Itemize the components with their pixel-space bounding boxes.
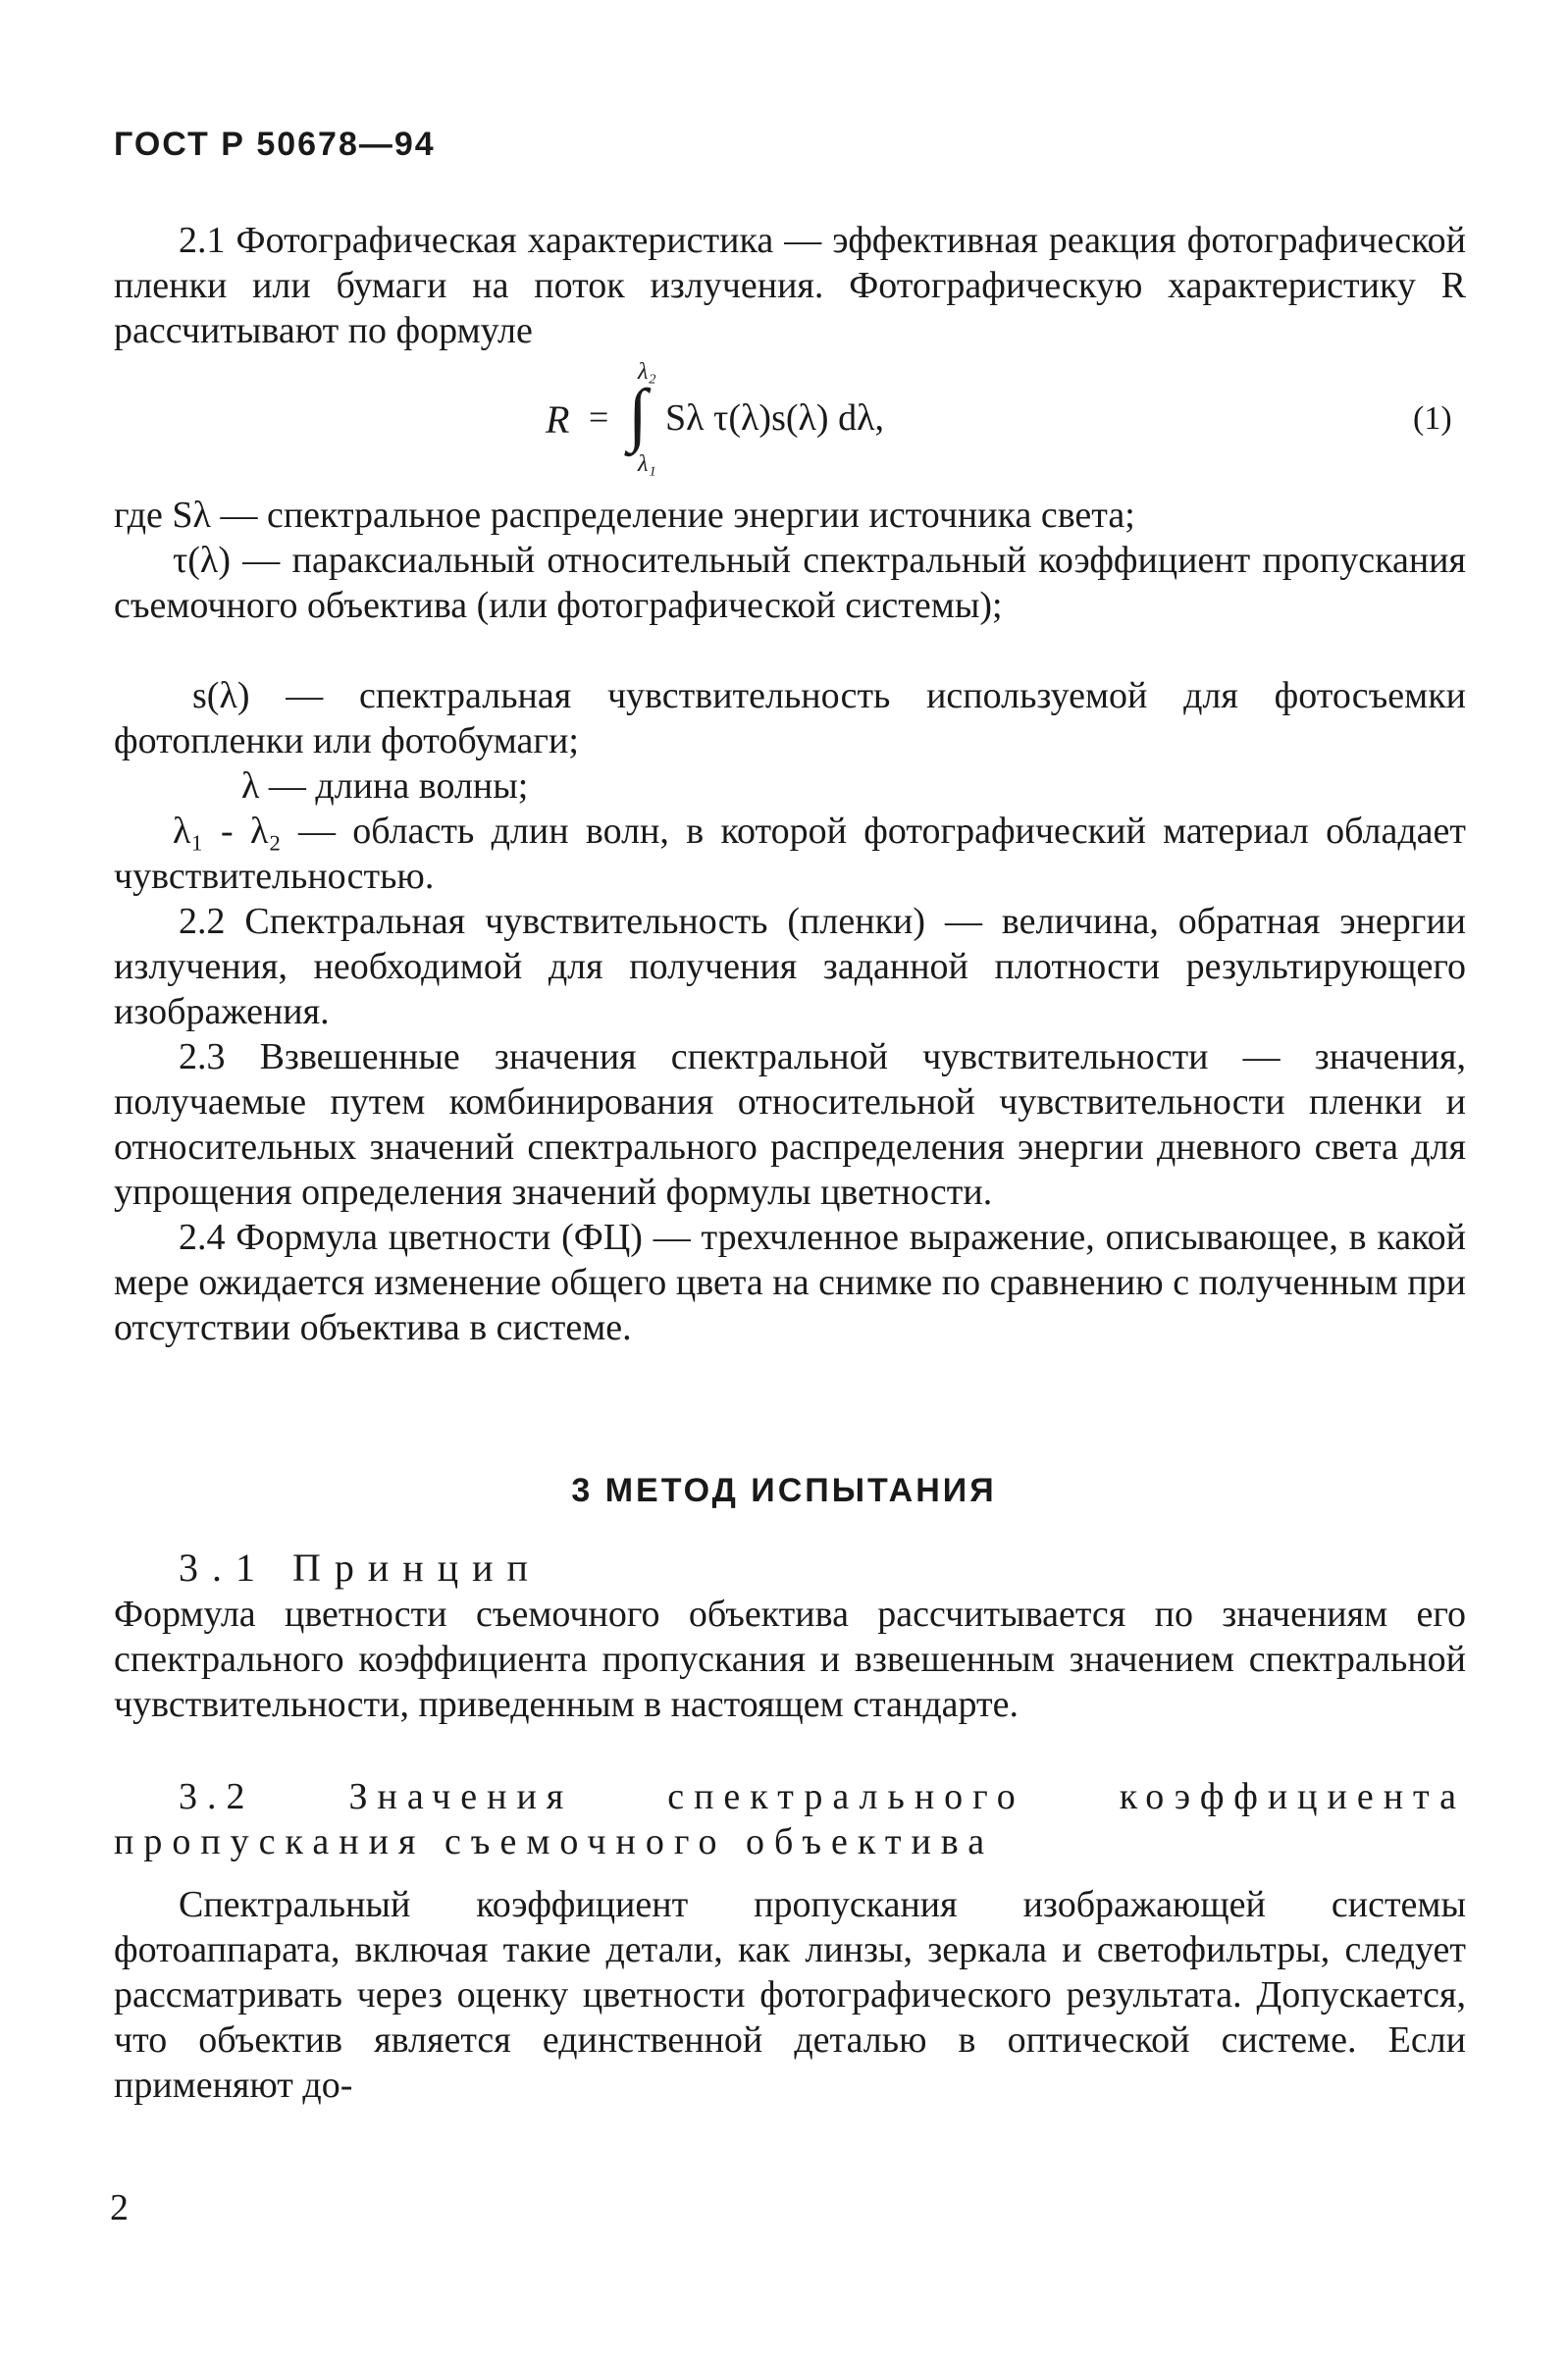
paragraph-2-4: 2.4 Формула цветности (ФЦ) — трехчленное выражение, описывающее, в какой мере ожидается изменение общего цвета на снимке по сравнению с полученным при отсутствии объектива в системе. bbox=[114, 1217, 1466, 1348]
page-number: 2 bbox=[110, 2187, 129, 2228]
subsection-3-1-text: Формула цветности съемочного объектива рассчитывается по значениям его спектрального коэффициента пропускания и взвешенным значением спектральной чувствительности, приведенным в настоящем стандарте. bbox=[114, 1594, 1466, 1725]
definition-lambda-range: λ₁ - λ₂ — область длин волн, в которой фотографический материал обладает чувствительностью. bbox=[114, 811, 1466, 897]
definition-lambda: λ — длина волны; bbox=[241, 765, 529, 807]
paragraph-2-1: 2.1 Фотографическая характеристика — эффективная реакция фотографической пленки или бумаги на поток излучения. Фотографическую характеристику R рассчитывают по формуле bbox=[114, 220, 1466, 351]
definition-s: s(λ) — спектральная чувствительность используемой для фотосъемки фотопленки или фотобумаги; bbox=[114, 675, 1466, 761]
formula-1 bbox=[0, 349, 1568, 477]
integral-upper-limit: λ₂ bbox=[638, 359, 656, 385]
section-3-title: 3 МЕТОД ИСПЫТАНИЯ bbox=[571, 1472, 997, 1509]
integral-lower-limit: λ₁ bbox=[638, 451, 656, 477]
paragraph-2-3: 2.3 Взвешенные значения спектральной чувствительности — значения, получаемые путем комбинирования относительной чувствительности пленки и относительных значений спектрального распределения энергии дневного света для упрощения определения значений формулы цветности. bbox=[114, 1036, 1466, 1213]
formula-lhs: R bbox=[546, 397, 570, 442]
definition-s-lambda: где Sλ — спектральное распределение энергии источника света; bbox=[114, 495, 1135, 536]
subsection-3-2-text: Спектральный коэффициент пропускания изображающей системы фотоаппарата, включая такие детали, как линзы, зеркала и светофильтры, следует рассматривать через оценку цветности фотографического результата. Допускается, что объектив является единственной деталью в оптической системе. Если применяют до- bbox=[114, 1884, 1466, 2106]
subsection-3-2-heading: 3.2 Значения спектрального коэффициента пропускания съемочного объектива bbox=[114, 1776, 1466, 1862]
formula-equals: = bbox=[589, 397, 609, 437]
formula-integrand: Sλ τ(λ)s(λ) dλ, bbox=[665, 397, 885, 439]
document-header: ГОСТ Р 50678—94 bbox=[114, 126, 436, 163]
formula-number: (1) bbox=[1413, 400, 1452, 437]
subsection-3-1-heading: 3.1 Принцип bbox=[179, 1545, 542, 1590]
integral-sign: ∫ bbox=[628, 375, 648, 453]
paragraph-2-2: 2.2 Спектральная чувствительность (пленки) — величина, обратная энергии излучения, необходимой для получения заданной плотности результирующего изображения. bbox=[114, 901, 1466, 1032]
definition-tau: τ(λ) — параксиальный относительный спектральный коэффициент пропускания съемочного объектива (или фотографической системы); bbox=[114, 540, 1466, 626]
